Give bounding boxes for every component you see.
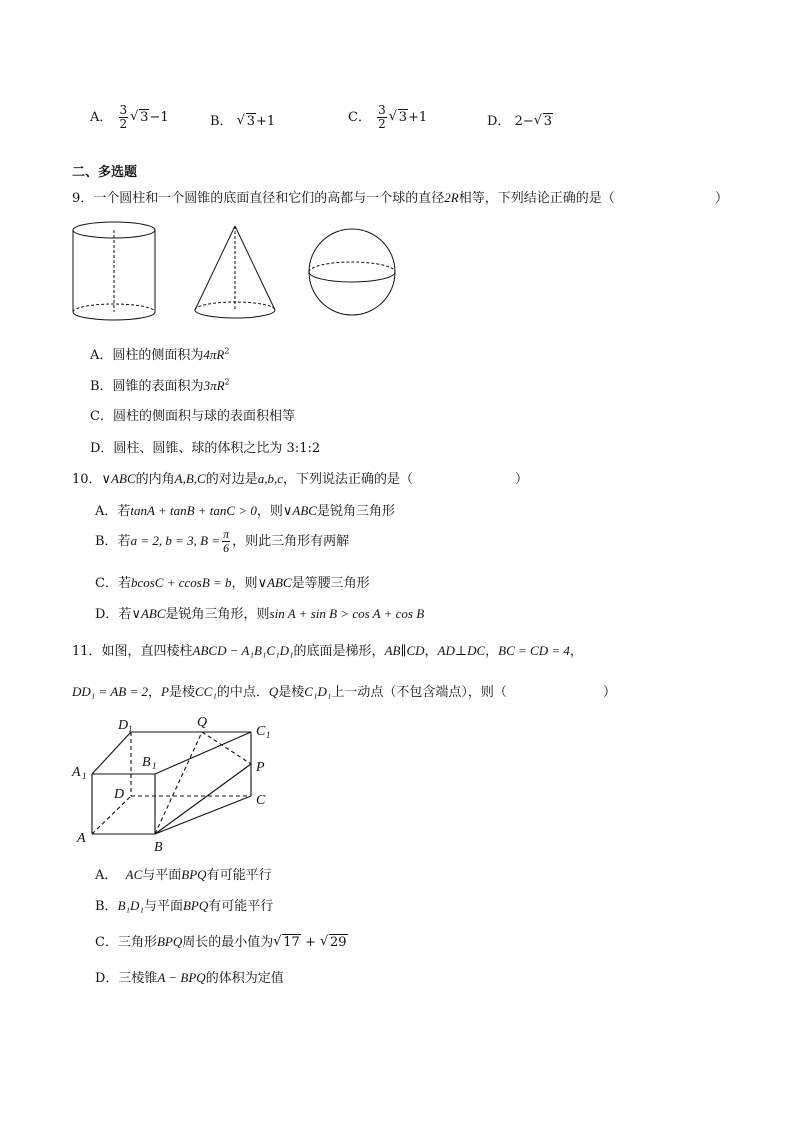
q9-option-d: D．圆柱、圆锥、球的体积之比为 3:1:2 [90,441,321,456]
option-math: sin A + sin B > cos A + cos B [269,606,425,621]
option-math: 4πR [203,347,225,362]
q9-option-a [90,344,229,363]
fraction [222,528,230,555]
stem-text: 10． [72,472,102,487]
cone-figure [195,226,275,318]
q10-option-c [95,572,370,591]
radicand: 17 [283,935,300,950]
option-text: ，则 [231,576,258,591]
stem-math: C₁D₁ [304,684,332,699]
q11-option-d [95,967,284,986]
sphere-figure [309,229,395,315]
stem-text: 11．如图，直四棱柱 [72,644,193,659]
option-text: C．若 [95,576,131,591]
option-math: BPQ [156,934,183,949]
subscript: 1 [152,761,157,771]
stem-text: ，下列说法正确的是（ [283,472,414,487]
denominator: 2 [119,117,128,131]
fraction [377,104,387,131]
q9-option-b [90,375,230,394]
sqrt [237,114,256,129]
option-text: A． [95,868,118,883]
q9-option-c: C．圆柱的侧面积与球的表面积相等 [90,409,295,424]
stem-text: ， [148,685,162,700]
stem-text: 的对边是 [205,472,258,487]
fraction [119,104,129,131]
option-math: AC [125,867,143,882]
sqrt [130,110,149,125]
option-text: 是锐角三角形 [316,504,395,519]
label-c: C [256,793,266,808]
radicand: 29 [329,935,347,950]
option-math: A − BPQ [157,970,206,985]
superscript: 2 [224,346,230,356]
option-letter: D． [487,114,511,129]
stem-math: ∨ABC [101,471,136,486]
tail: +1 [255,114,276,129]
stem-text: 是棱 [168,685,195,700]
q10-stem-end: ） [515,472,529,487]
option-text: ，则 [256,504,283,519]
radicand: 3 [246,114,255,129]
option-text: A．若 [95,504,131,519]
segment-bp [155,764,251,834]
option-text: 周长的最小值为 [182,935,274,950]
stem-text: ， [569,644,583,659]
superscript: 2 [224,377,230,387]
option-math: B₁D₁ [117,898,144,913]
option-math: 3πR [203,378,225,393]
stem-text: 的中点． [216,685,269,700]
option-text: ，则此三角形有两解 [232,534,350,549]
label-a1: A [72,765,81,780]
q11-option-b [95,895,273,914]
label-q: Q [197,715,208,730]
option-text: 有可能平行 [206,868,272,883]
radicand: 3 [398,110,408,125]
label-c1: C [256,724,266,739]
plus: + [304,935,316,950]
subscript: 1 [128,724,133,734]
q11-option-c [95,931,348,950]
head: 2− [514,114,534,129]
label-a: A [77,831,86,846]
label-p: P [256,760,265,775]
sqrt [320,935,348,950]
stem-text: 上一动点（不包含端点），则（ [331,685,507,700]
option-math: BPQ [181,867,207,882]
subscript: 1 [82,771,87,781]
option-text: 与平面 [143,899,183,914]
tail: +1 [408,110,428,125]
numerator: 3 [119,103,128,117]
segment-qp [202,732,251,764]
edge-a1d1 [92,732,131,774]
q11-stem-line2 [72,681,507,700]
stem-math: AD⊥DC [437,643,486,658]
denominator: 2 [378,117,386,131]
stem-math: Q [268,684,279,699]
option-text: 有可能平行 [208,899,274,914]
stem-math: 2R [444,190,459,205]
option-letter: C． [348,110,371,125]
stem-text: 是棱 [278,685,305,700]
q8-option-a [90,104,169,131]
q10-stem [72,468,413,487]
stem-text: 相等，下列结论正确的是（ [458,191,615,206]
subscript: 1 [266,730,271,740]
stem-text: ， [485,644,499,659]
stem-math: CC₁ [194,684,217,699]
option-letter: A． [90,110,113,125]
q9-stem [72,187,615,206]
option-text: D．若 [95,607,132,622]
label-d1: D [118,718,129,733]
q10-option-b [95,528,349,555]
option-text: 的体积为定值 [205,971,284,986]
option-text: B．圆锥的表面积为 [90,379,204,394]
option-text: 与平面 [142,868,182,883]
option-math: ∨ABC [131,606,166,621]
option-math: BPQ [182,898,209,913]
q11-stem-end: ） [603,685,617,700]
stem-text: 9．一个圆柱和一个圆锥的底面直径和它们的高都与一个球的直径 [72,191,445,206]
q8-option-d [487,110,553,129]
prism-figure [70,710,290,856]
stem-math: P [161,684,169,699]
option-text: D．三棱锥 [95,971,158,986]
cylinder-figure [73,222,155,320]
q10-option-a [95,500,395,519]
option-text: C．三角形 [95,935,157,950]
q9-figures [65,218,405,328]
stem-math: AB∥CD [384,643,425,658]
stem-text: ， [424,644,438,659]
option-letter: B． [210,114,233,129]
option-text: 是等腰三角形 [291,576,370,591]
stem-math: a,b,c [257,471,283,486]
numerator: 3 [378,103,386,117]
option-text: B． [95,899,118,914]
stem-text: 的内角 [135,472,175,487]
sqrt [273,935,301,950]
option-math: a = 2, b = 3, B = [130,533,221,548]
q11-option-a [95,864,272,883]
numerator: π [223,527,230,541]
label-b1: B [142,755,151,770]
stem-math: A,B,C [174,471,206,486]
option-text: 是锐角三角形，则 [165,607,270,622]
q8-option-c [348,104,427,131]
edge-ad [92,796,131,834]
option-text: A．圆柱的侧面积为 [90,348,204,363]
stem-text: 的底面是梯形， [293,644,385,659]
edge-b1c1 [155,732,251,774]
label-d: D [114,787,125,802]
denominator: 6 [223,541,230,555]
stem-math: BC = CD = 4 [498,643,570,658]
label-b: B [154,840,163,855]
q9-stem-end: ） [715,191,729,206]
tail: −1 [149,110,169,125]
sqrt [534,114,553,129]
option-math: bcosC + ccosB = b [130,575,232,590]
sqrt [389,110,408,125]
stem-math: ABCD − A₁B₁C₁D₁ [192,643,294,658]
option-math: ∨ABC [257,575,292,590]
radicand: 3 [543,114,553,129]
radicand: 3 [140,110,149,125]
q10-option-d [95,603,424,622]
q11-stem-line1 [72,640,583,659]
option-math: ∨ABC [282,503,317,518]
option-text: B．若 [95,534,131,549]
stem-math: DD₁ = AB = 2 [72,684,148,699]
q8-option-b [210,110,275,129]
option-math: tanA + tanB + tanC > 0 [130,503,257,518]
section-title: 二、多选题 [72,165,138,180]
